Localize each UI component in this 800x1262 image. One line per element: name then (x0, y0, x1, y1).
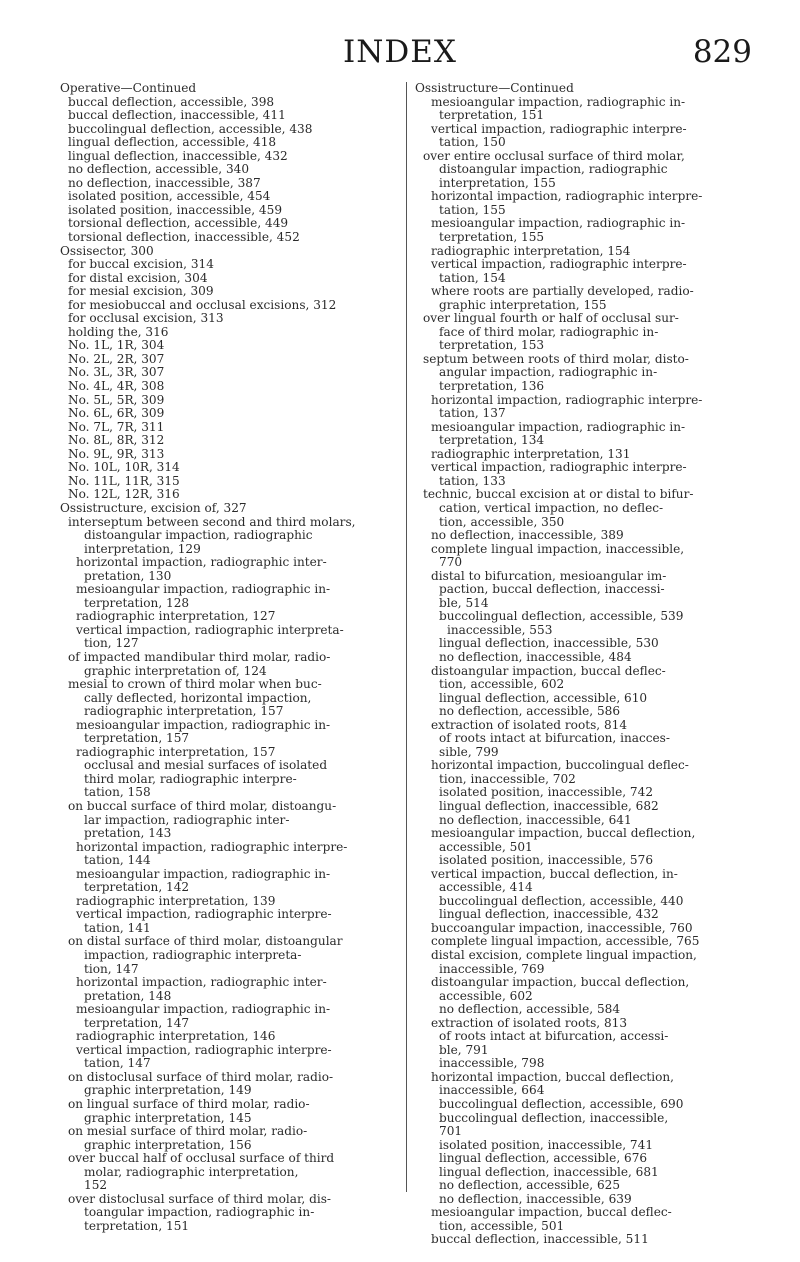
index-entry: no deflection, inaccessible, 389 (431, 528, 624, 543)
index-entry: vertical impaction, radiographic interpre- (76, 1042, 332, 1057)
index-entry: tation, 154 (439, 270, 506, 285)
index-entry: graphic interpretation, 145 (84, 1110, 252, 1125)
index-entry: on mesial surface of third molar, radio- (68, 1124, 308, 1139)
index-entry: buccolingual deflection, inaccessible, (439, 1110, 669, 1125)
index-entry: interpretation, 129 (84, 541, 201, 556)
index-entry: no deflection, inaccessible, 387 (68, 175, 261, 190)
index-entry: No. 2L, 2R, 307 (68, 351, 165, 366)
index-entry: inaccessible, 553 (447, 622, 553, 637)
index-entry: where roots are partially developed, radio- (431, 284, 694, 299)
index-entry: buccolingual deflection, accessible, 539 (439, 609, 684, 624)
index-entry: radiographic interpretation, 127 (76, 609, 276, 624)
index-entry: radiographic interpretation, 157 (76, 744, 276, 759)
index-entry: for mesial excision, 309 (68, 284, 214, 299)
index-entry: of roots intact at bifurcation, inacces- (439, 731, 670, 746)
index-entry: Ossistructure, excision of, 327 (60, 500, 247, 515)
index-entry: Ossistructure—Continued (415, 81, 574, 95)
index-entry: lingual deflection, inaccessible, 682 (439, 798, 659, 813)
index-entry: distoangular impaction, radiographic (439, 162, 668, 177)
index-entry: ble, 791 (439, 1042, 489, 1057)
index-entry: no deflection, accessible, 584 (439, 1002, 621, 1017)
index-entry: on distal surface of third molar, distoangular (68, 934, 343, 949)
index-entry: accessible, 602 (439, 988, 533, 1003)
index-entry: holding the, 316 (68, 324, 169, 339)
index-entry: complete lingual impaction, accessible, 765 (431, 934, 700, 949)
index-entry: mesioangular impaction, radiographic in- (76, 717, 331, 732)
index-entry: vertical impaction, radiographic interpre- (431, 121, 687, 136)
index-entry: tion, accessible, 350 (439, 514, 565, 529)
index-entry: terpretation, 142 (84, 880, 190, 895)
index-entry: distoangular impaction, radiographic (84, 528, 313, 543)
index-entry: technic, buccal excision at or distal to bifur- (423, 487, 694, 502)
index-entry: radiographic interpretation, 131 (431, 446, 631, 461)
index-entry: mesioangular impaction, radiographic in- (76, 1002, 331, 1017)
index-entry: occlusal and mesial surfaces of isolated (84, 758, 328, 773)
index-entry: of impacted mandibular third molar, radio- (68, 649, 331, 664)
index-entry: pretation, 143 (84, 826, 172, 841)
index-entry: extraction of isolated roots, 813 (431, 1015, 628, 1030)
index-entry: horizontal impaction, radiographic interpre- (431, 392, 703, 407)
index-entry: tion, accessible, 602 (439, 677, 565, 692)
index-entry: terpretation, 128 (84, 595, 190, 610)
index-entry: mesioangular impaction, radiographic in- (431, 94, 686, 109)
index-entry: horizontal impaction, radiographic inter- (76, 975, 327, 990)
index-entry: tation, 133 (439, 473, 506, 488)
index-entry: 152 (84, 1178, 108, 1193)
index-entry: paction, buccal deflection, inaccessi- (439, 582, 665, 597)
index-entry: lingual deflection, inaccessible, 432 (439, 907, 659, 922)
index-entry: tion, inaccessible, 702 (439, 771, 576, 786)
index-entry: mesioangular impaction, radiographic in- (431, 419, 686, 434)
index-entry: on distoclusal surface of third molar, radio- (68, 1069, 334, 1084)
index-entry: mesioangular impaction, radiographic in- (76, 866, 331, 881)
index-entry: lar impaction, radiographic inter- (84, 812, 290, 827)
index-entry: lingual deflection, inaccessible, 530 (439, 636, 659, 651)
index-entry: No. 1L, 1R, 304 (68, 338, 165, 353)
index-entry: No. 10L, 10R, 314 (68, 460, 180, 475)
index-entry: buccolingual deflection, accessible, 438 (68, 121, 313, 136)
index-entry: for buccal excision, 314 (68, 257, 214, 272)
index-entry: vertical impaction, radiographic interpre- (431, 460, 687, 475)
index-entry: isolated position, accessible, 454 (68, 189, 271, 204)
index-entry: mesioangular impaction, radiographic in- (76, 582, 331, 597)
index-entry: No. 12L, 12R, 316 (68, 487, 180, 502)
index-entry: complete lingual impaction, inaccessible, (431, 541, 685, 556)
index-entry: buccolingual deflection, accessible, 440 (439, 893, 684, 908)
index-entry: for occlusal excision, 313 (68, 311, 224, 326)
index-entry: mesial to crown of third molar when buc- (68, 677, 322, 692)
index-entry: terpretation, 136 (439, 379, 545, 394)
page-number: 829 (692, 34, 752, 70)
index-entry: radiographic interpretation, 139 (76, 893, 276, 908)
index-entry: pretation, 130 (84, 568, 172, 583)
index-entry: buccal deflection, accessible, 398 (68, 94, 275, 109)
index-entry: Operative—Continued (60, 81, 197, 95)
index-entry: graphic interpretation of, 124 (84, 663, 267, 678)
index-entry: tation, 144 (84, 853, 151, 868)
index-entry: vertical impaction, radiographic interpre- (431, 257, 687, 272)
page-title: INDEX (343, 34, 457, 70)
index-entry: torsional deflection, inaccessible, 452 (68, 230, 300, 245)
index-entry: vertical impaction, buccal deflection, in- (431, 866, 678, 881)
index-entry: graphic interpretation, 156 (84, 1137, 252, 1152)
index-entry: No. 7L, 7R, 311 (68, 419, 165, 434)
index-entry: inaccessible, 769 (439, 961, 545, 976)
index-entry: on buccal surface of third molar, distoangu- (68, 798, 337, 813)
index-entry: No. 3L, 3R, 307 (68, 365, 165, 380)
index-entry: horizontal impaction, buccolingual deflec- (431, 758, 689, 773)
index-entry: third molar, radiographic interpre- (84, 771, 297, 786)
index-entry: distal to bifurcation, mesioangular im- (431, 568, 667, 583)
index-entry: No. 9L, 9R, 313 (68, 446, 165, 461)
index-entry: extraction of isolated roots, 814 (431, 717, 628, 732)
index-entry: inaccessible, 798 (439, 1056, 545, 1071)
index-entry: over lingual fourth or half of occlusal sur- (423, 311, 679, 326)
index-entry: mesioangular impaction, buccal deflection, (431, 826, 696, 841)
index-entry: tion, 127 (84, 636, 139, 651)
index-entry: lingual deflection, accessible, 418 (68, 135, 277, 150)
index-entry: terpretation, 151 (439, 108, 545, 123)
index-entry: no deflection, accessible, 340 (68, 162, 250, 177)
index-entry: 701 (439, 1124, 463, 1139)
index-entry: for mesiobuccal and occlusal excisions, 312 (68, 297, 337, 312)
index-entry: isolated position, inaccessible, 459 (68, 202, 283, 217)
index-entry: cation, vertical impaction, no deflec- (439, 500, 664, 515)
index-entry: vertical impaction, radiographic interpreta- (76, 622, 344, 637)
index-entry: buccal deflection, inaccessible, 511 (431, 1232, 649, 1247)
index-entry: no deflection, accessible, 625 (439, 1178, 621, 1193)
index-entry: interpretation, 155 (439, 175, 556, 190)
index-entry: of roots intact at bifurcation, accessi- (439, 1029, 669, 1044)
index-entry: no deflection, inaccessible, 484 (439, 649, 632, 664)
index-entry: over distoclusal surface of third molar, dis- (68, 1191, 332, 1206)
index-entry: torsional deflection, accessible, 449 (68, 216, 289, 231)
index-entry: No. 4L, 4R, 308 (68, 379, 165, 394)
index-entry: distoangular impaction, buccal deflec- (431, 663, 666, 678)
index-entry: angular impaction, radiographic in- (439, 365, 658, 380)
index-entry: tation, 141 (84, 920, 151, 935)
index-entry: interseptum between second and third molars, (68, 514, 356, 529)
index-entry: No. 8L, 8R, 312 (68, 433, 165, 448)
index-entry: buccal deflection, inaccessible, 411 (68, 108, 286, 123)
index-entry: horizontal impaction, radiographic interpre- (76, 839, 348, 854)
index-entry: horizontal impaction, radiographic interpre- (431, 189, 703, 204)
index-entry: radiographic interpretation, 154 (431, 243, 631, 258)
index-entry: buccoangular impaction, inaccessible, 760 (431, 920, 693, 935)
index-entry: lingual deflection, accessible, 610 (439, 690, 648, 705)
index-entry: inaccessible, 664 (439, 1083, 545, 1098)
index-entry: septum between roots of third molar, disto- (423, 351, 689, 366)
index-entry: isolated position, inaccessible, 576 (439, 853, 654, 868)
index-entry: on lingual surface of third molar, radio- (68, 1097, 310, 1112)
index-entry: lingual deflection, inaccessible, 432 (68, 148, 288, 163)
index-entry: molar, radiographic interpretation, (84, 1164, 299, 1179)
index-entry: terpretation, 147 (84, 1015, 190, 1030)
index-entry: no deflection, inaccessible, 639 (439, 1191, 632, 1206)
index-entry: radiographic interpretation, 146 (76, 1029, 276, 1044)
index-entry: tation, 137 (439, 406, 506, 421)
index-entry: cally deflected, horizontal impaction, (84, 690, 312, 705)
index-entry: 770 (439, 555, 463, 570)
index-entry: No. 11L, 11R, 315 (68, 473, 180, 488)
index-entry: distoangular impaction, buccal deflection, (431, 975, 690, 990)
index-entry: tation, 150 (439, 135, 506, 150)
index-entry: for distal excision, 304 (68, 270, 208, 285)
index-entry: impaction, radiographic interpreta- (84, 948, 302, 962)
index-entry: tation, 147 (84, 1056, 151, 1071)
index-entry: tation, 158 (84, 785, 151, 800)
index-entry: No. 6L, 6R, 309 (68, 406, 165, 421)
index-entry: accessible, 414 (439, 880, 533, 895)
index-entry: tation, 155 (439, 202, 506, 217)
index-entry: over entire occlusal surface of third molar, (423, 148, 685, 163)
index-entry: radiographic interpretation, 157 (84, 704, 284, 719)
index-entry: isolated position, inaccessible, 741 (439, 1137, 654, 1152)
index-entry: graphic interpretation, 149 (84, 1083, 252, 1098)
index-column-left (60, 82, 390, 1233)
index-entry: over buccal half of occlusal surface of third (68, 1151, 335, 1166)
index-entry: face of third molar, radiographic in- (439, 324, 659, 339)
index-column-right (406, 81, 757, 1247)
index-entry: No. 5L, 5R, 309 (68, 392, 165, 407)
index-entry: isolated position, inaccessible, 742 (439, 785, 654, 800)
index-entry: no deflection, inaccessible, 641 (439, 812, 632, 827)
index-entry: no deflection, accessible, 586 (439, 704, 621, 719)
index-entry: distal excision, complete lingual impaction, (431, 948, 697, 962)
index-entry: graphic interpretation, 155 (439, 297, 607, 312)
index-entry: mesioangular impaction, radiographic in- (431, 216, 686, 231)
index-entry: tion, accessible, 501 (439, 1218, 565, 1233)
index-entry: Ossisector, 300 (60, 243, 154, 258)
index-entry: horizontal impaction, buccal deflection, (431, 1069, 675, 1084)
index-entry: lingual deflection, inaccessible, 681 (439, 1164, 659, 1179)
index-entry: toangular impaction, radiographic in- (84, 1205, 315, 1220)
index-entry: vertical impaction, radiographic interpre- (76, 907, 332, 922)
index-entry: terpretation, 151 (84, 1218, 190, 1233)
index-entry: sible, 799 (439, 744, 499, 759)
index-entry: terpretation, 155 (439, 230, 545, 245)
index-entry: tion, 147 (84, 961, 139, 976)
index-entry: buccolingual deflection, accessible, 690 (439, 1097, 684, 1112)
page-header (0, 34, 800, 74)
index-entry: terpretation, 157 (84, 731, 190, 746)
index-entry: accessible, 501 (439, 839, 533, 854)
index-entry: ble, 514 (439, 595, 489, 610)
index-entry: lingual deflection, accessible, 676 (439, 1151, 648, 1166)
index-entry: terpretation, 153 (439, 338, 545, 353)
index-entry: horizontal impaction, radiographic inter- (76, 555, 327, 570)
index-entry: terpretation, 134 (439, 433, 545, 448)
index-entry: pretation, 148 (84, 988, 172, 1003)
index-entry: mesioangular impaction, buccal deflec- (431, 1205, 672, 1220)
